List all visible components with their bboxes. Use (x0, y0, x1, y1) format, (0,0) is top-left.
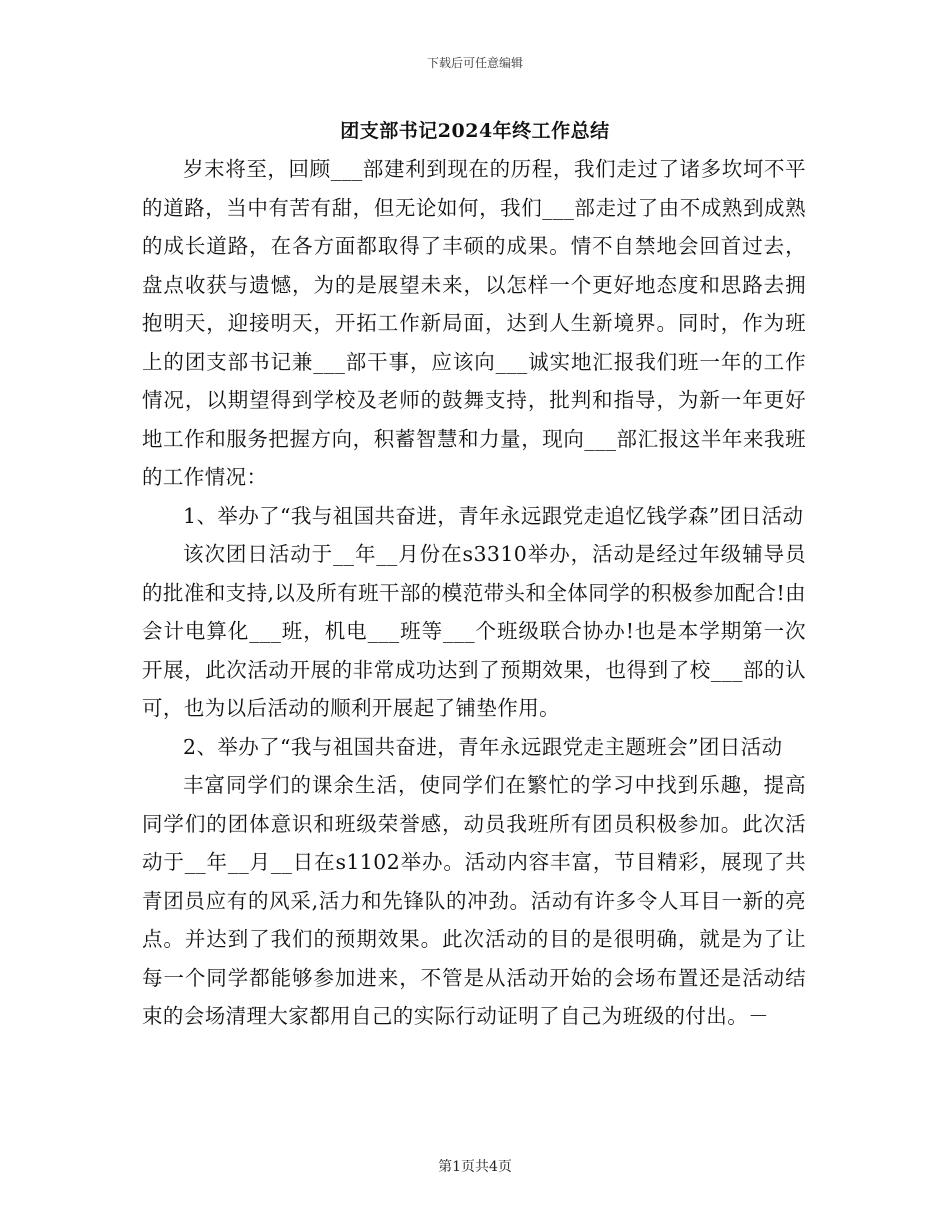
paragraph-item-1-body: 该次团日活动于__年__月份在s3310举办，活动是经过年级辅导员的批准和支持,以及所有班干部的模范带头和全体同学的积极参加配合!由会计电算化___班，机电___班等___个班级联合协办!也是本学期第一次开展，此次活动开展的非常成功达到了预期效果，也得到了校___部的认可，也为以后活动的顺利开展起了铺垫作用。 (142, 542, 806, 720)
paragraph-intro: 岁末将至，回顾___部建利到现在的历程，我们走过了诸多坎坷不平的道路，当中有苦有甜，但无论如何，我们___部走过了由不成熟到成熟的成长道路，在各方面都取得了丰硕的成果。情不自禁地会回首过去，盘点收获与遗憾，为的是展望未来，以怎样一个更好地态度和思路去拥抱明天，迎接明天，开拓工作新局面，达到人生新境界。同时，作为班上的团支部书记兼___部干事，应该向___诚实地汇报我们班一年的工作情况，以期望得到学校及老师的鼓舞支持，批判和指导，为新一年更好地工作和服务把握方向，积蓄智慧和力量，现向___部汇报这半年来我班的工作情况： (142, 157, 806, 489)
document-title: 团支部书记2024年终工作总结 (340, 120, 610, 142)
page-number: 第1页共4页 (438, 1159, 512, 1175)
paragraph-item-2-heading: 2、举办了“我与祖国共奋进，青年永远跟党走主题班会”团日活动 (183, 734, 783, 759)
document-body (142, 150, 806, 1036)
paragraph-item-1-heading: 1、举办了“我与祖国共奋进，青年永远跟党走追忆钱学森”团日活动 (183, 503, 804, 528)
download-note: 下载后可任意编辑 (426, 56, 523, 70)
paragraph-item-2-body: 丰富同学们的课余生活，使同学们在繁忙的学习中找到乐趣，提高同学们的团体意识和班级荣誉感，动员我班所有团员积极参加。此次活动于__年__月__日在s1102举办。活动内容丰富，节目精彩，展现了共青团员应有的风采,活力和先锋队的冲劲。活动有许多令人耳目一新的亮点。并达到了我们的预期效果。此次活动的目的是很明确，就是为了让每一个同学都能够参加进来，不管是从活动开始的会场布置还是活动结束的会场清理大家都用自己的实际行动证明了自己为班级的付出。－ (142, 773, 806, 1028)
